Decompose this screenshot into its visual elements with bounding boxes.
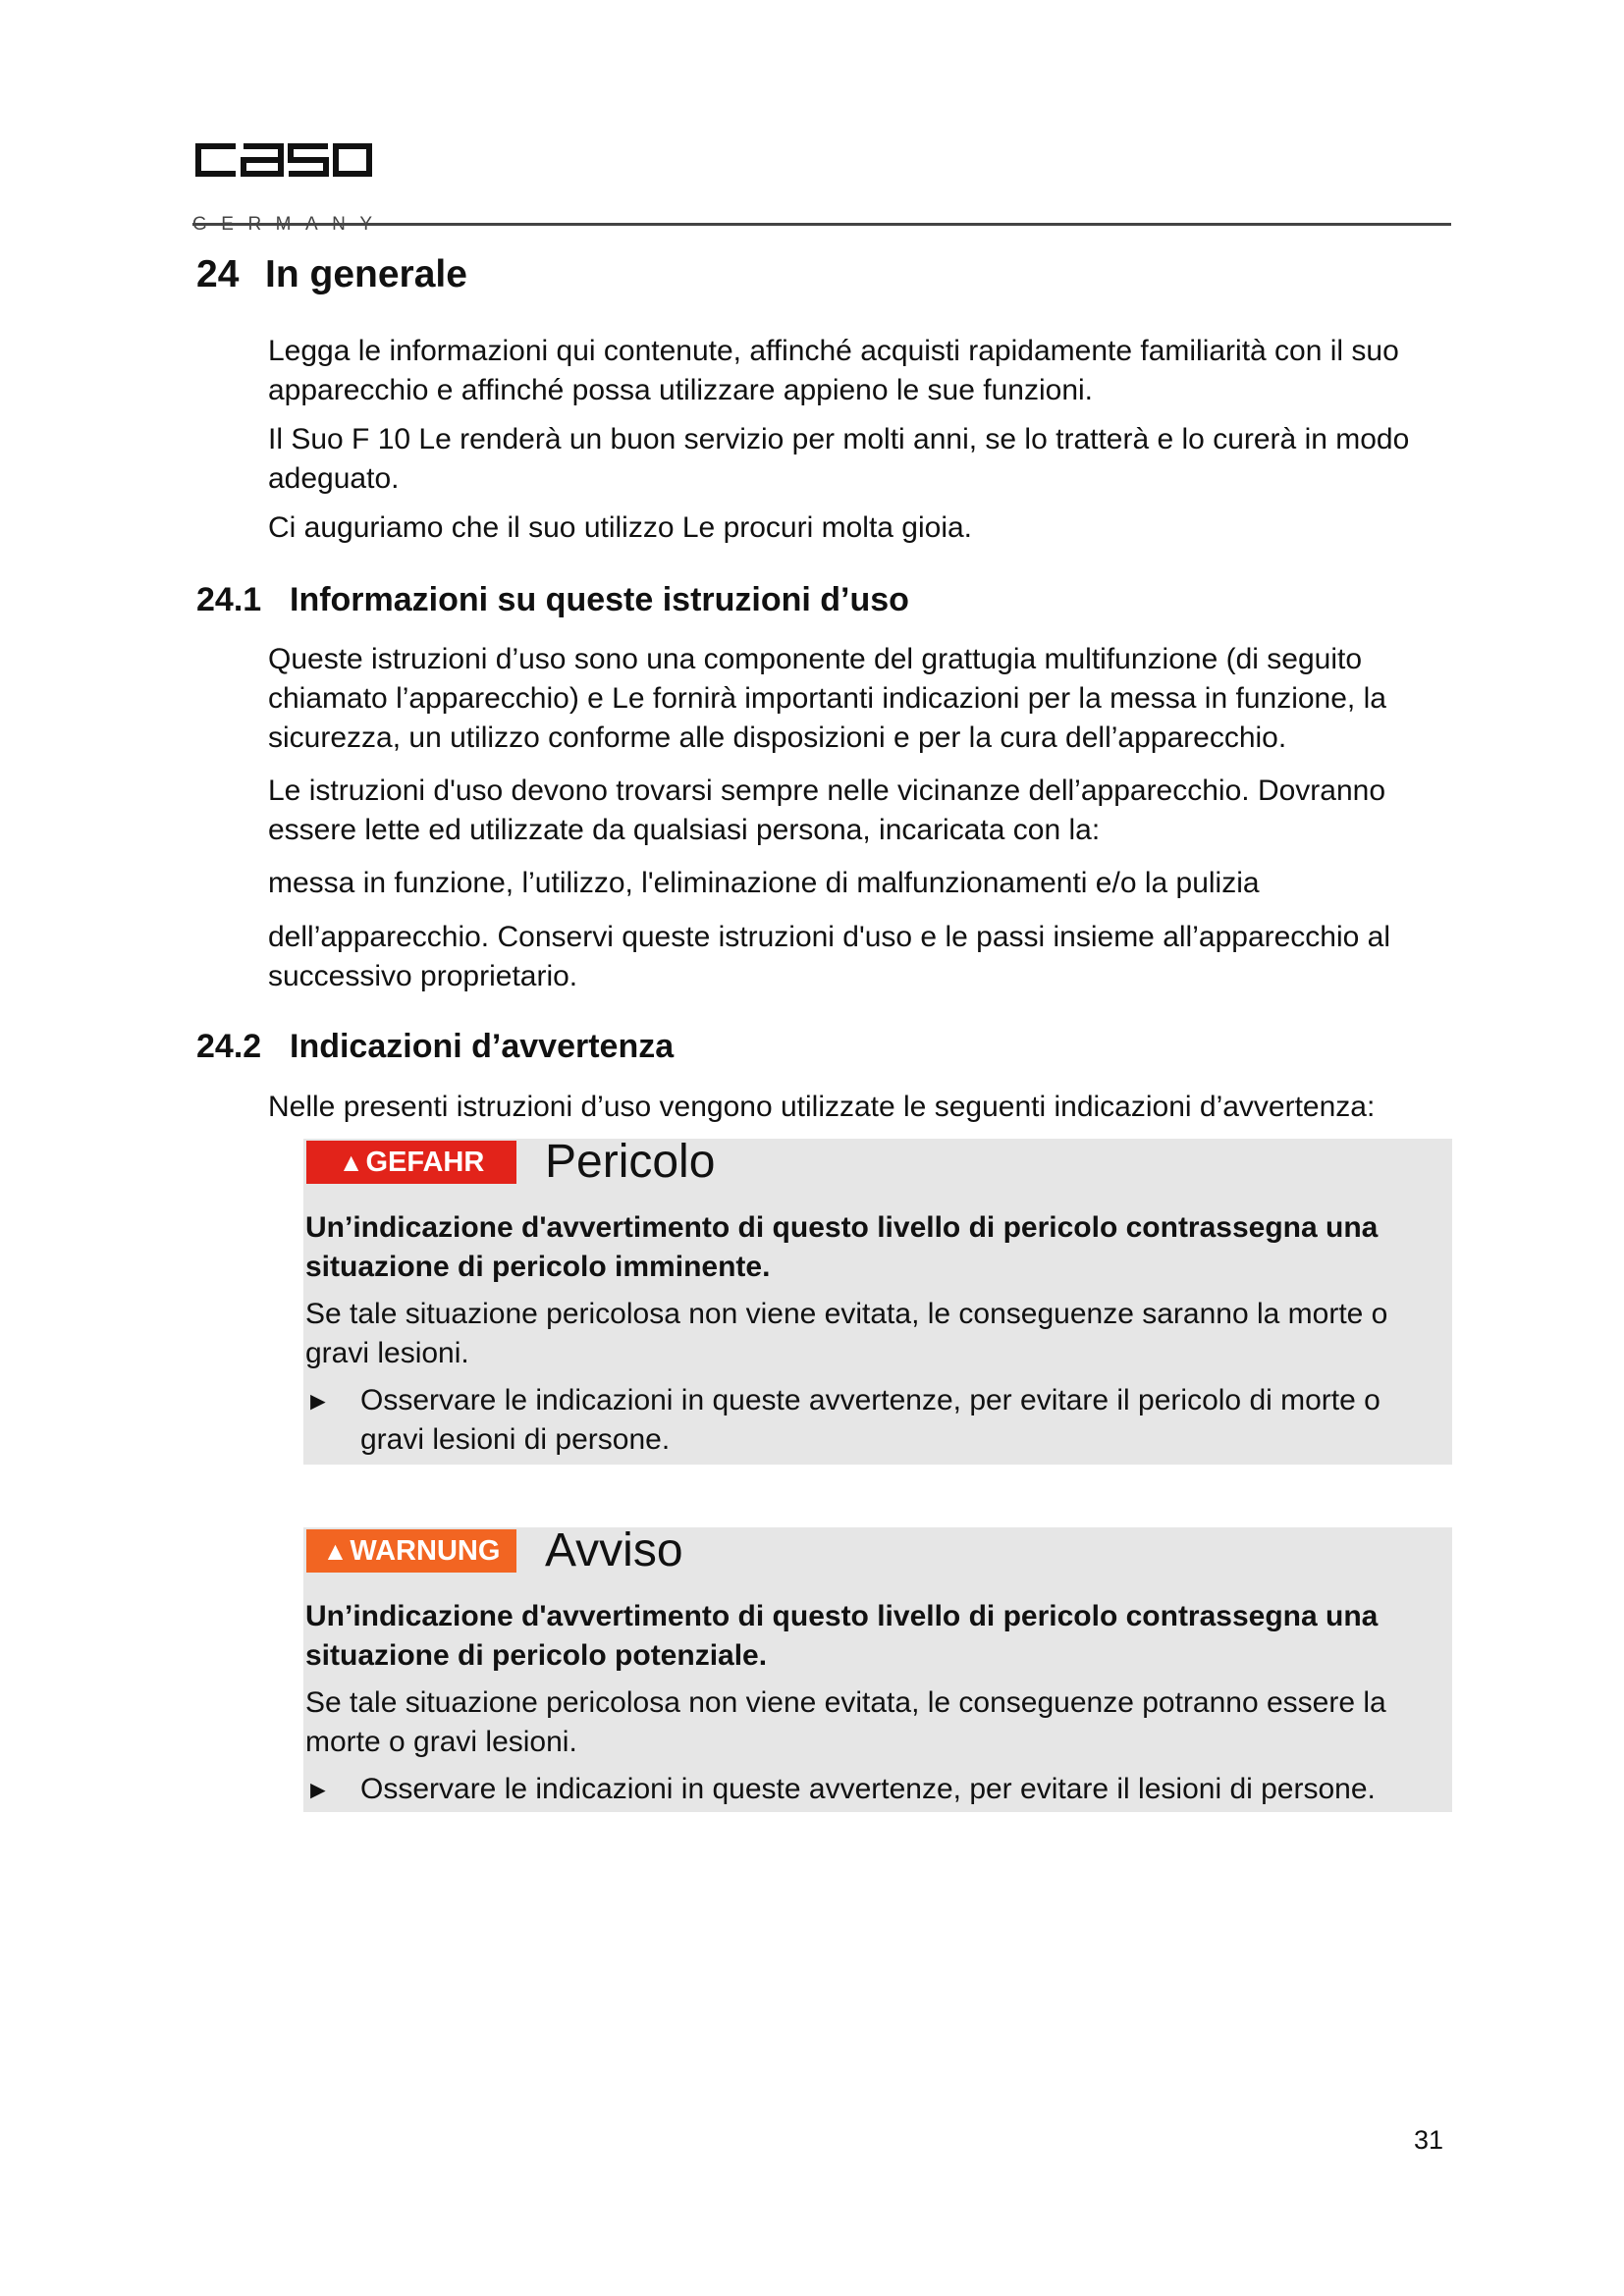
caso-logo-mark — [192, 141, 374, 181]
paragraph: dell’apparecchio. Conservi queste istruzioni d'uso e le passi insieme all’apparecchio al successivo proprietario. — [268, 921, 1391, 992]
section-heading-24-2 — [196, 1028, 674, 1066]
paragraph: Il Suo F 10 Le renderà un buon servizio per molti anni, se lo tratterà e lo curerà in modo adeguato. — [268, 423, 1410, 495]
section-heading-24 — [196, 253, 467, 296]
warning-box-danger — [303, 1136, 1452, 1465]
section-number: 24.2 — [196, 1028, 262, 1065]
section-number: 24 — [196, 253, 240, 295]
gefahr-badge: ▲GEFAHR — [306, 1141, 516, 1184]
logo-subtitle: GERMANY — [192, 214, 387, 235]
arrow-right-icon: ► — [305, 1386, 331, 1415]
section-heading-24-1 — [196, 581, 909, 619]
section-title: Indicazioni d’avvertenza — [290, 1028, 675, 1065]
arrow-right-icon: ► — [305, 1775, 331, 1804]
section-title: In generale — [265, 253, 467, 295]
warning-signal-word: Avviso — [545, 1524, 683, 1576]
warning-triangle-icon: ▲ — [338, 1148, 364, 1177]
caso-logo — [192, 141, 387, 249]
warning-definition: Un’indicazione d'avvertimento di questo livello di pericolo contrassegna una situazione di pericolo imminente. — [305, 1211, 1379, 1283]
paragraph: Nelle presenti istruzioni d’uso vengono utilizzate le seguenti indicazioni d’avvertenza: — [268, 1091, 1376, 1123]
warning-step-text: Osservare le indicazioni in queste avvertenze, per evitare il lesioni di persone. — [360, 1773, 1376, 1805]
warning-definition: Un’indicazione d'avvertimento di questo livello di pericolo contrassegna una situazione di pericolo potenziale. — [305, 1600, 1379, 1672]
warning-consequence: Se tale situazione pericolosa non viene evitata, le conseguenze potranno essere la morte o gravi lesioni. — [305, 1686, 1386, 1758]
paragraph: Queste istruzioni d’uso sono una componente del grattugia multifunzione (di seguito chiamato l’apparecchio) e Le fornirà importanti indicazioni per la messa in funzione, la sicurezza, un utilizzo conforme alle disposizioni e per la cura dell’apparecchio. — [268, 643, 1386, 754]
warning-box-warning — [303, 1524, 1452, 1812]
header-divider — [192, 223, 1451, 226]
warning-consequence: Se tale situazione pericolosa non viene evitata, le conseguenze saranno la morte o gravi lesioni. — [305, 1298, 1388, 1369]
page-number: 31 — [1414, 2125, 1444, 2155]
paragraph: messa in funzione, l’utilizzo, l'eliminazione di malfunzionamenti e/o la pulizia — [268, 867, 1260, 899]
warning-signal-word: Pericolo — [545, 1136, 716, 1188]
paragraph: Legga le informazioni qui contenute, affinché acquisti rapidamente familiarità con il suo apparecchio e affinché possa utilizzare appieno le sue funzioni. — [268, 335, 1399, 406]
warning-triangle-icon: ▲ — [322, 1536, 349, 1566]
paragraph: Le istruzioni d'uso devono trovarsi sempre nelle vicinanze dell’apparecchio. Dovranno essere lette ed utilizzate da qualsiasi persona, incaricata con la: — [268, 774, 1386, 846]
section-number: 24.1 — [196, 581, 262, 618]
section-title: Informazioni su queste istruzioni d’uso — [290, 581, 909, 618]
paragraph: Ci auguriamo che il suo utilizzo Le procuri molta gioia. — [268, 511, 973, 544]
warning-step-text: Osservare le indicazioni in queste avvertenze, per evitare il pericolo di morte o gravi lesioni di persone. — [360, 1384, 1380, 1456]
warnung-badge: ▲WARNUNG — [306, 1529, 516, 1573]
